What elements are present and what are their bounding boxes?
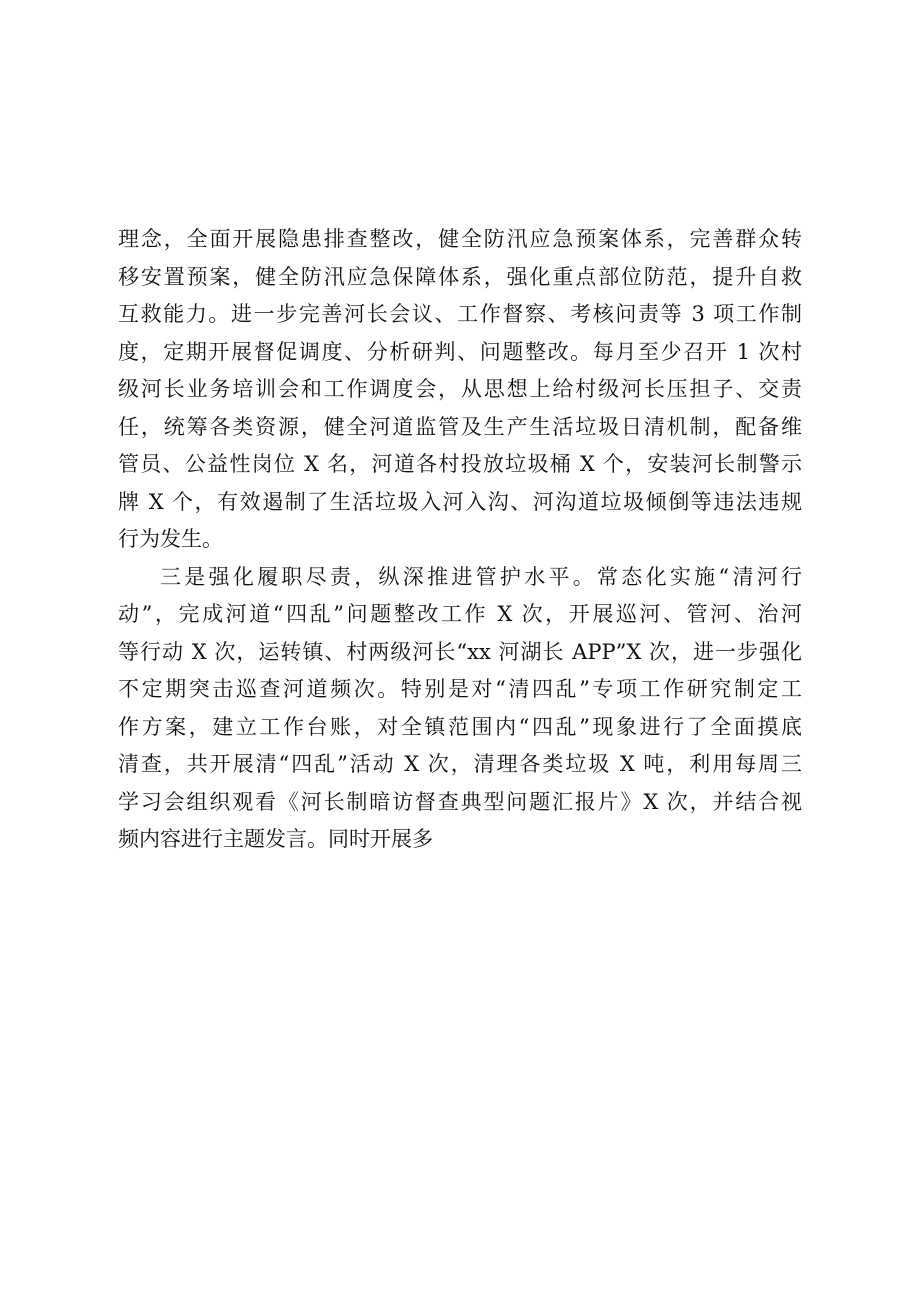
text-line: 作方案，建立工作台账，对全镇范围内“四乱”现象进行了全面摸底	[118, 714, 802, 739]
text-line: 任，统筹各类资源，健全河道监管及生产生活垃圾日清机制，配备维	[118, 414, 802, 439]
text-line: 理念，全面开展隐患排查整改，健全防汛应急预案体系，完善群众转	[118, 227, 802, 251]
text-line: 不定期突击巡查河道频次。特别是对“清四乱”专项工作研究制定工	[118, 677, 802, 701]
text-line: 动”，完成河道“四乱”问题整改工作 X 次，开展巡河、管河、治河	[118, 602, 802, 626]
text-line: 清查，共开展清“四乱”活动 X 次，清理各类垃圾 X 吨，利用每周三	[118, 752, 802, 776]
text-line: 牌 X 个，有效遏制了生活垃圾入河入沟、河沟道垃圾倾倒等违法违规	[118, 489, 802, 514]
text-line: 频内容进行主题发言。同时开展多	[118, 827, 433, 851]
body-text	[118, 221, 802, 859]
text-line: 学习会组织观看《河长制暗访督查典型问题汇报片》X 次，并结合视	[118, 789, 802, 814]
paragraph-first-line: 三是强化履职尽责，纵深推进管护水平。常态化实施“清河行	[160, 564, 802, 589]
text-line: 管员、公益性岗位 X 名，河道各村投放垃圾桶 X 个，安装河长制警示	[118, 452, 802, 476]
text-line: 移安置预案，健全防汛应急保障体系，强化重点部位防范，提升自救	[118, 264, 802, 289]
text-line: 行为发生。	[118, 527, 223, 551]
text-line: 度，定期开展督促调度、分析研判、问题整改。每月至少召开 1 次村	[118, 339, 802, 364]
text-line: 等行动 X 次，运转镇、村两级河长“xx 河湖长 APP”X 次，进一步强化	[118, 639, 802, 664]
text-line: 级河长业务培训会和工作调度会，从思想上给村级河长压担子、交责	[118, 377, 802, 401]
text-line: 互救能力。进一步完善河长会议、工作督察、考核问责等 3 项工作制	[118, 302, 802, 326]
